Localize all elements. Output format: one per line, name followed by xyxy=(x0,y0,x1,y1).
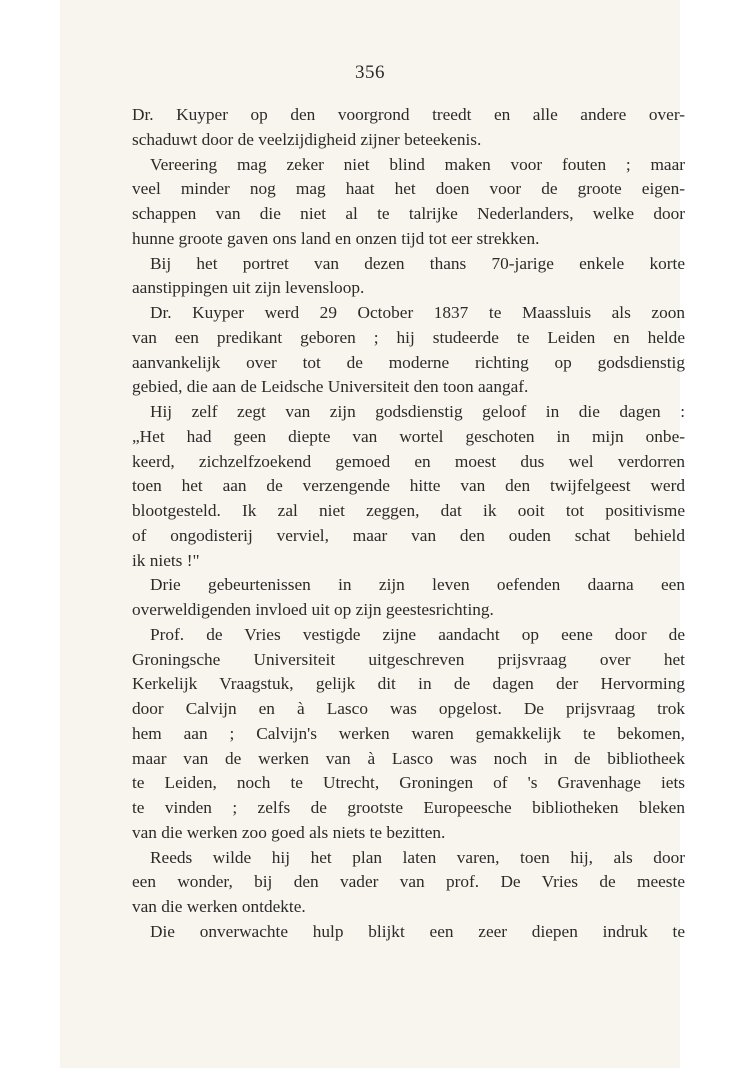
text-line: Vereering mag zeker niet blind maken voor fouten ; maar xyxy=(150,154,685,174)
text-line: te vinden ; zelfs de grootste Europeesche bibliotheken bleken xyxy=(132,798,685,817)
text-line: toen het aan de verzengende hitte van den twijfelgeest werd xyxy=(132,476,685,496)
text-line: maar van de werken van à Lasco was noch in de bibliotheek xyxy=(132,748,685,768)
text-line: Prof. de Vries vestigde zijne aandacht op eene door de xyxy=(150,624,685,644)
text-line: Dr. Kuyper werd 29 October 1837 te Maassluis als zoon xyxy=(150,303,685,322)
text-line: Die onverwachte hulp blijkt een zeer diepen indruk te xyxy=(150,921,685,941)
page-number: 356 xyxy=(355,62,385,83)
text-line: hem aan ; Calvijn's werken waren gemakkelijk te bekomen, xyxy=(132,723,685,743)
text-line: van die werken ontdekte. xyxy=(132,897,306,916)
text-line: Dr. Kuyper op den voorgrond treedt en alle andere over- xyxy=(132,105,685,124)
text-line: van een predikant geboren ; hij studeerde te Leiden en helde xyxy=(132,327,685,347)
text-line: Hij zelf zegt van zijn godsdienstig geloof in die dagen : xyxy=(150,402,685,421)
text-line: een wonder, bij den vader van prof. De Vries de meeste xyxy=(132,872,685,892)
text-line: hunne groote gaven ons land en onzen tijd tot eer strekken. xyxy=(132,228,540,248)
text-line: schappen van die niet al te talrijke Nederlanders, welke door xyxy=(132,204,685,223)
text-line: gebied, die aan de Leidsche Universiteit den toon aangaf. xyxy=(132,377,529,397)
text-line: Drie gebeurtenissen in zijn leven oefenden daarna een xyxy=(150,575,685,595)
text-line: overweldigenden invloed uit op zijn geestesrichting. xyxy=(132,600,494,619)
text-line: Kerkelijk Vraagstuk, gelijk dit in de dagen der Hervorming xyxy=(132,674,685,694)
text-line: keerd, zichzelfzoekend gemoed en moest dus wel verdorren xyxy=(132,451,685,471)
text-line: „Het had geen diepte van wortel geschoten in mijn onbe- xyxy=(132,426,685,446)
text-line: te Leiden, noch te Utrecht, Groningen of 's Gravenhage iets xyxy=(132,773,685,793)
text-line: door Calvijn en à Lasco was opgelost. De prijsvraag trok xyxy=(132,699,685,718)
text-line: of ongodisterij verviel, maar van den ouden schat behield xyxy=(132,525,685,545)
text-line: aanstippingen uit zijn levensloop. xyxy=(132,278,365,298)
text-line: veel minder nog mag haat het doen voor de groote eigen- xyxy=(132,179,685,199)
text-line: aanvankelijk over tot de moderne richting op godsdienstig xyxy=(132,352,685,372)
book-page xyxy=(60,0,685,1068)
text-line: Groningsche Universiteit uitgeschreven prijsvraag over het xyxy=(132,649,685,669)
text-line: ik niets !" xyxy=(132,550,200,570)
text-line: Bij het portret van dezen thans 70-jarige enkele korte xyxy=(150,253,685,273)
text-line: blootgesteld. Ik zal niet zeggen, dat ik ooit tot positivisme xyxy=(132,501,685,520)
text-line: schaduwt door de veelzijdigheid zijner beteekenis. xyxy=(132,129,482,149)
text-line: Reeds wilde hij het plan laten varen, toen hij, als door xyxy=(150,847,685,867)
body-text xyxy=(132,103,685,945)
text-line: van die werken zoo goed als niets te bezitten. xyxy=(132,822,446,842)
